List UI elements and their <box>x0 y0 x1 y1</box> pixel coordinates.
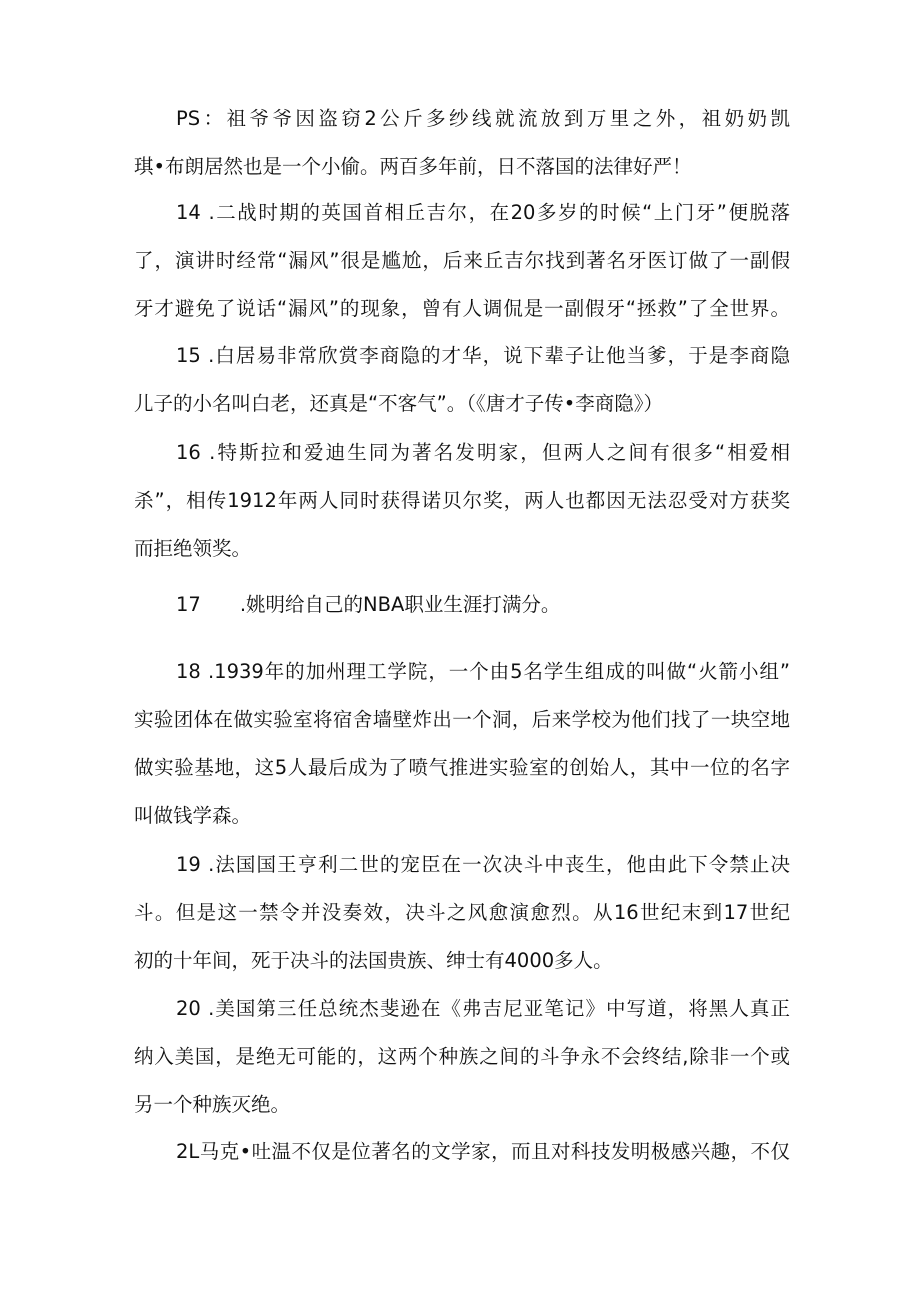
paragraph-line: 了，演讲时经常“漏风”很是尴尬，后来丘吉尔找到著名牙医订做了一副假 <box>134 249 790 272</box>
paragraph-line: 而拒绝领奖。 <box>134 537 252 560</box>
paragraph-line: 18 .1939年的加州理工学院，一个由5名学生组成的叫做“火箭小组” <box>176 660 790 683</box>
paragraph-line: 杀”，相传1912年两人同时获得诺贝尔奖，两人也都因无法忍受对方获奖 <box>134 489 790 512</box>
paragraph-line: 19 .法国国王亨利二世的宠臣在一次决斗中丧生，他由此下令禁止决 <box>176 853 790 876</box>
paragraph-line: 做实验基地，这5人最后成为了喷气推进实验室的创始人，其中一位的名字 <box>134 756 790 779</box>
paragraph-item-14 <box>134 189 790 333</box>
paragraph-line: PS：祖爷爷因盗窃2公斤多纱线就流放到万里之外，祖奶奶凯 <box>176 107 790 130</box>
paragraph-line: 琪•布朗居然也是一个小偷。两百多年前，日不落国的法律好严！ <box>134 155 692 178</box>
paragraph-line: 实验团体在做实验室将宿舍墙壁炸出一个洞，后来学校为他们找了一块空地 <box>134 708 790 731</box>
paragraph-line: 斗。但是这一禁令并没奏效，决斗之风愈演愈烈。从16世纪末到17世纪 <box>134 901 790 924</box>
paragraph-item-16 <box>134 429 790 573</box>
paragraph-line: 14 .二战时期的英国首相丘吉尔，在20多岁的时候“上门牙”便脱落 <box>176 201 790 224</box>
paragraph-line: 儿子的小名叫白老，还真是“不客气”。（《唐才子传•李商隐》） <box>134 392 663 415</box>
paragraph-line: 牙才避免了说话“漏风”的现象，曾有人调侃是一副假牙“拯救”了全世界。 <box>134 297 790 320</box>
paragraph-item-17 <box>134 581 790 629</box>
paragraph-line: 叫做钱学森。 <box>134 804 252 827</box>
paragraph-line: 初的十年间，死于决斗的法国贵族、绅士有4000多人。 <box>134 949 613 972</box>
paragraph-line: 另一个种族灭绝。 <box>134 1093 291 1116</box>
paragraph-line: 纳入美国，是绝无可能的，这两个种族之间的斗争永不会终结,除非一个或 <box>134 1045 790 1068</box>
paragraph-line: 17 .姚明给自己的NBA职业生涯打满分。 <box>176 593 561 616</box>
paragraph-line: 20 .美国第三任总统杰斐逊在《弗吉尼亚笔记》中写道，将黑人真正 <box>176 997 790 1020</box>
paragraph-line: 16 .特斯拉和爱迪生同为著名发明家，但两人之间有很多“相爱相 <box>176 441 790 464</box>
paragraph-line: 15 .白居易非常欣赏李商隐的才华，说下辈子让他当爹，于是李商隐 <box>176 344 790 367</box>
paragraph-ps <box>134 95 790 191</box>
paragraph-item-15 <box>134 332 790 428</box>
paragraph-item-18 <box>134 648 790 840</box>
paragraph-line: 2L马克•吐温不仅是位著名的文学家，而且对科技发明极感兴趣，不仅 <box>176 1140 790 1163</box>
paragraph-item-19 <box>134 841 790 985</box>
paragraph-item-20 <box>134 985 790 1129</box>
paragraph-item-21 <box>134 1128 790 1176</box>
